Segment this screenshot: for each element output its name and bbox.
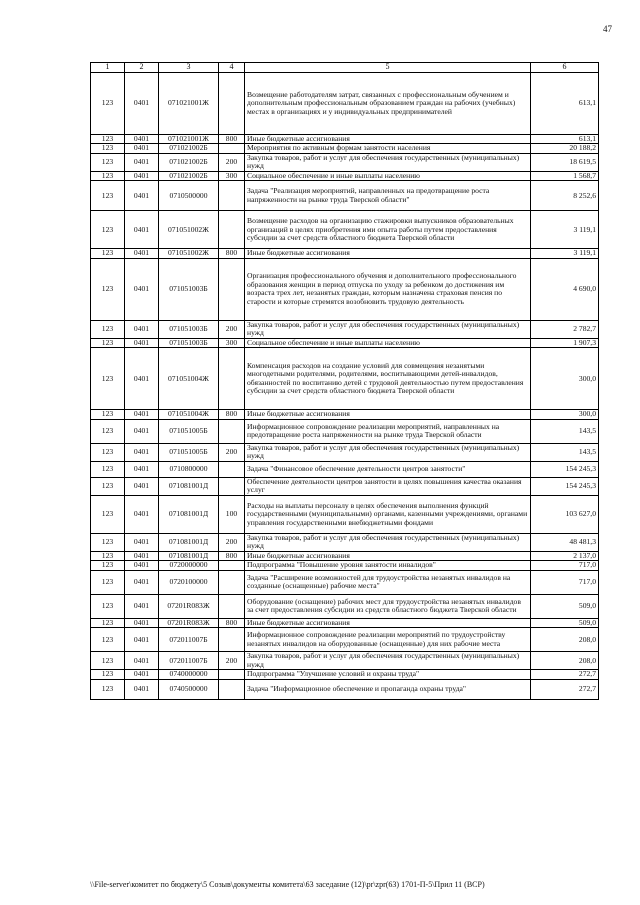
cell-expense-kind: [219, 419, 245, 443]
page-number: 47: [603, 24, 612, 34]
table-body: [91, 72, 599, 699]
table-row: [91, 153, 599, 171]
cell-section: 0401: [125, 181, 159, 211]
cell-sum: 272,7: [531, 670, 599, 680]
cell-name: Социальное обеспечение и иные выплаты населению: [245, 171, 531, 181]
cell-name: Информационное сопровождение реализации мероприятий, направленных на предотвращение роста напряженности на рынке труда Тверской области: [245, 419, 531, 443]
cell-article: 0710500000: [159, 181, 219, 211]
cell-article: 071051003Б: [159, 258, 219, 320]
table-row: [91, 410, 599, 420]
table-row: [91, 670, 599, 680]
cell-sum: 300,0: [531, 410, 599, 420]
table-row: [91, 495, 599, 533]
table-row: [91, 443, 599, 461]
cell-article: 071051005Б: [159, 419, 219, 443]
cell-name: Задача "Расширение возможностей для трудоустройства незанятых инвалидов на созданные (оснащенные) рабочие места": [245, 570, 531, 594]
cell-name: Иные бюджетные ассигнования: [245, 249, 531, 259]
cell-article: 071051003Б: [159, 338, 219, 348]
cell-section: 0401: [125, 628, 159, 652]
cell-sum: 20 188,2: [531, 144, 599, 154]
cell-code: 123: [91, 181, 125, 211]
footer-file-path: \\File-server\комитет по бюджету\5 Созыв\документы комитета\63 заседание (12)\pr\zpr(63) 1701-П-5\Прил 11 (ВСР): [90, 880, 485, 889]
table-row: [91, 594, 599, 618]
cell-sum: 8 252,6: [531, 181, 599, 211]
cell-article: 071081001Д: [159, 533, 219, 551]
cell-section: 0401: [125, 419, 159, 443]
cell-expense-kind: [219, 679, 245, 699]
table-row: [91, 628, 599, 652]
cell-code: 123: [91, 153, 125, 171]
cell-name: Обеспечение деятельности центров занятости в целях повышения качества оказания услуг: [245, 477, 531, 495]
cell-expense-kind: 800: [219, 410, 245, 420]
cell-article: 072011007Б: [159, 652, 219, 670]
cell-expense-kind: [219, 211, 245, 249]
cell-expense-kind: [219, 72, 245, 134]
cell-section: 0401: [125, 570, 159, 594]
cell-name: Оборудование (оснащение) рабочих мест для трудоустройства незанятых инвалидов за счет предоставления субсидии из средств областного бюджета Тверской области: [245, 594, 531, 618]
table-row: [91, 348, 599, 410]
cell-sum: 103 627,0: [531, 495, 599, 533]
cell-sum: 272,7: [531, 679, 599, 699]
cell-code: 123: [91, 258, 125, 320]
cell-name: Иные бюджетные ассигнования: [245, 618, 531, 628]
cell-code: 123: [91, 594, 125, 618]
cell-code: 123: [91, 249, 125, 259]
cell-sum: 300,0: [531, 348, 599, 410]
cell-code: 123: [91, 495, 125, 533]
cell-section: 0401: [125, 533, 159, 551]
cell-sum: 143,5: [531, 443, 599, 461]
table-row: [91, 419, 599, 443]
cell-section: 0401: [125, 410, 159, 420]
cell-name: Иные бюджетные ассигнования: [245, 410, 531, 420]
cell-section: 0401: [125, 338, 159, 348]
header-col-1: 1: [91, 63, 125, 73]
cell-expense-kind: [219, 477, 245, 495]
cell-section: 0401: [125, 495, 159, 533]
table-row: [91, 249, 599, 259]
cell-sum: 154 245,3: [531, 461, 599, 477]
cell-article: 0720100000: [159, 570, 219, 594]
cell-expense-kind: [219, 258, 245, 320]
cell-expense-kind: 800: [219, 551, 245, 561]
cell-code: 123: [91, 679, 125, 699]
cell-name: Закупка товаров, работ и услуг для обеспечения государственных (муниципальных) нужд: [245, 443, 531, 461]
cell-article: 071021001Ж: [159, 134, 219, 144]
budget-table: [90, 62, 599, 700]
cell-sum: 208,0: [531, 652, 599, 670]
cell-article: 0740000000: [159, 670, 219, 680]
cell-section: 0401: [125, 171, 159, 181]
table-row: [91, 561, 599, 571]
cell-section: 0401: [125, 652, 159, 670]
cell-expense-kind: 300: [219, 171, 245, 181]
cell-expense-kind: [219, 628, 245, 652]
cell-code: 123: [91, 171, 125, 181]
cell-sum: 143,5: [531, 419, 599, 443]
cell-code: 123: [91, 134, 125, 144]
cell-name: Задача "Информационное обеспечение и пропаганда охраны труда": [245, 679, 531, 699]
cell-code: 123: [91, 348, 125, 410]
cell-name: Информационное сопровождение реализации мероприятий по трудоустройству незанятых инвалидов на оборудованные (оснащенные) для них рабочие места: [245, 628, 531, 652]
table-row: [91, 679, 599, 699]
cell-name: Подпрограмма "Повышение уровня занятости инвалидов": [245, 561, 531, 571]
cell-section: 0401: [125, 72, 159, 134]
cell-name: Социальное обеспечение и иные выплаты населению: [245, 338, 531, 348]
cell-code: 123: [91, 443, 125, 461]
cell-expense-kind: [219, 570, 245, 594]
cell-sum: 2 782,7: [531, 320, 599, 338]
cell-expense-kind: [219, 144, 245, 154]
cell-name: Компенсация расходов на создание условий для совмещения незанятыми многодетными родителями, родителями, воспитывающими детей-инвалидов, обязанностей по воспитанию детей с трудовой деятельностью путем предоставления субсидии за счет средств областного бюджета Тверской области: [245, 348, 531, 410]
cell-article: 071051003Б: [159, 320, 219, 338]
cell-article: 071081001Д: [159, 495, 219, 533]
table-row: [91, 618, 599, 628]
cell-article: 0740500000: [159, 679, 219, 699]
cell-expense-kind: 100: [219, 495, 245, 533]
cell-section: 0401: [125, 144, 159, 154]
cell-section: 0401: [125, 618, 159, 628]
cell-section: 0401: [125, 153, 159, 171]
cell-expense-kind: [219, 348, 245, 410]
table-row: [91, 570, 599, 594]
cell-name: Возмещение расходов на организацию стажировки выпускников образовательных организаций в целях приобретения ими опыта работы путем предоставления субсидии за счет средств областного бюджета Тверской области: [245, 211, 531, 249]
cell-code: 123: [91, 628, 125, 652]
cell-article: 071021002Б: [159, 171, 219, 181]
table-header-row: [91, 63, 599, 73]
cell-section: 0401: [125, 320, 159, 338]
header-col-2: 2: [125, 63, 159, 73]
cell-article: 07201R083Ж: [159, 618, 219, 628]
cell-name: Закупка товаров, работ и услуг для обеспечения государственных (муниципальных) нужд: [245, 153, 531, 171]
cell-article: 07201R083Ж: [159, 594, 219, 618]
table-row: [91, 652, 599, 670]
cell-code: 123: [91, 561, 125, 571]
cell-section: 0401: [125, 594, 159, 618]
table-row: [91, 320, 599, 338]
cell-sum: 509,0: [531, 618, 599, 628]
cell-code: 123: [91, 551, 125, 561]
cell-expense-kind: 200: [219, 153, 245, 171]
cell-sum: 3 119,1: [531, 249, 599, 259]
cell-sum: 3 119,1: [531, 211, 599, 249]
cell-article: 0720000000: [159, 561, 219, 571]
table-row: [91, 181, 599, 211]
cell-expense-kind: [219, 561, 245, 571]
cell-name: Расходы на выплаты персоналу в целях обеспечения выполнения функций государственными (муниципальными) органами, казенными учреждениями, органами управления государственными внебюджетными фондами: [245, 495, 531, 533]
cell-article: 0710800000: [159, 461, 219, 477]
table-row: [91, 258, 599, 320]
cell-article: 071021001Ж: [159, 72, 219, 134]
cell-sum: 154 245,3: [531, 477, 599, 495]
cell-code: 123: [91, 570, 125, 594]
cell-article: 072011007Б: [159, 628, 219, 652]
cell-article: 071021002Б: [159, 144, 219, 154]
header-col-3: 3: [159, 63, 219, 73]
cell-name: Подпрограмма "Улучшение условий и охраны труда": [245, 670, 531, 680]
cell-article: 071021002Б: [159, 153, 219, 171]
cell-section: 0401: [125, 443, 159, 461]
cell-section: 0401: [125, 679, 159, 699]
cell-name: Задача "Финансовое обеспечение деятельности центров занятости": [245, 461, 531, 477]
cell-section: 0401: [125, 670, 159, 680]
cell-article: 071051005Б: [159, 443, 219, 461]
cell-code: 123: [91, 72, 125, 134]
cell-code: 123: [91, 670, 125, 680]
cell-expense-kind: 300: [219, 338, 245, 348]
cell-expense-kind: 200: [219, 320, 245, 338]
table-row: [91, 171, 599, 181]
cell-sum: 4 690,0: [531, 258, 599, 320]
cell-section: 0401: [125, 551, 159, 561]
cell-section: 0401: [125, 348, 159, 410]
cell-article: 071081001Д: [159, 477, 219, 495]
header-col-5: 5: [245, 63, 531, 73]
cell-section: 0401: [125, 258, 159, 320]
cell-section: 0401: [125, 561, 159, 571]
cell-article: 071051002Ж: [159, 249, 219, 259]
cell-section: 0401: [125, 461, 159, 477]
table-row: [91, 533, 599, 551]
cell-code: 123: [91, 410, 125, 420]
cell-expense-kind: 800: [219, 249, 245, 259]
cell-code: 123: [91, 144, 125, 154]
cell-sum: 509,0: [531, 594, 599, 618]
cell-code: 123: [91, 419, 125, 443]
cell-code: 123: [91, 533, 125, 551]
table-row: [91, 477, 599, 495]
cell-expense-kind: 200: [219, 652, 245, 670]
cell-name: Закупка товаров, работ и услуг для обеспечения государственных (муниципальных) нужд: [245, 320, 531, 338]
cell-name: Иные бюджетные ассигнования: [245, 551, 531, 561]
cell-name: Мероприятия по активным формам занятости населения: [245, 144, 531, 154]
cell-section: 0401: [125, 249, 159, 259]
cell-sum: 717,0: [531, 570, 599, 594]
cell-code: 123: [91, 338, 125, 348]
cell-expense-kind: [219, 670, 245, 680]
cell-sum: 2 137,0: [531, 551, 599, 561]
cell-sum: 48 481,3: [531, 533, 599, 551]
cell-expense-kind: 800: [219, 618, 245, 628]
cell-section: 0401: [125, 477, 159, 495]
cell-article: 071051002Ж: [159, 211, 219, 249]
cell-name: Закупка товаров, работ и услуг для обеспечения государственных (муниципальных) нужд: [245, 652, 531, 670]
cell-sum: 208,0: [531, 628, 599, 652]
cell-section: 0401: [125, 211, 159, 249]
cell-code: 123: [91, 211, 125, 249]
cell-code: 123: [91, 618, 125, 628]
cell-expense-kind: [219, 594, 245, 618]
table-row: [91, 211, 599, 249]
cell-sum: 1 568,7: [531, 171, 599, 181]
header-col-4: 4: [219, 63, 245, 73]
cell-expense-kind: [219, 181, 245, 211]
cell-name: Закупка товаров, работ и услуг для обеспечения государственных (муниципальных) нужд: [245, 533, 531, 551]
table-row: [91, 338, 599, 348]
cell-sum: 717,0: [531, 561, 599, 571]
header-col-6: 6: [531, 63, 599, 73]
cell-code: 123: [91, 477, 125, 495]
cell-code: 123: [91, 461, 125, 477]
cell-sum: 1 907,3: [531, 338, 599, 348]
cell-name: Организация профессионального обучения и дополнительного профессионального образования женщин в период отпуска по уходу за ребенком до достижения им возраста трех лет, незанятых граждан, которым назначена страховая пенсия по старости и которые стремятся возобновить трудовую деятельность: [245, 258, 531, 320]
cell-expense-kind: 200: [219, 443, 245, 461]
table-row: [91, 461, 599, 477]
cell-expense-kind: 800: [219, 134, 245, 144]
cell-article: 071051004Ж: [159, 348, 219, 410]
cell-article: 071051004Ж: [159, 410, 219, 420]
cell-name: Иные бюджетные ассигнования: [245, 134, 531, 144]
cell-name: Возмещение работодателям затрат, связанных с профессиональным обучением и дополнительным профессиональным образованием граждан на рабочих (учебных) местах в организациях и у индивидуальных предпринимателей: [245, 72, 531, 134]
cell-name: Задача "Реализация мероприятий, направленных на предотвращение роста напряженности на рынке труда Тверской области": [245, 181, 531, 211]
cell-expense-kind: 200: [219, 533, 245, 551]
cell-sum: 18 619,5: [531, 153, 599, 171]
cell-sum: 613,1: [531, 134, 599, 144]
cell-code: 123: [91, 652, 125, 670]
cell-expense-kind: [219, 461, 245, 477]
table-row: [91, 72, 599, 134]
cell-sum: 613,1: [531, 72, 599, 134]
cell-section: 0401: [125, 134, 159, 144]
cell-article: 071081001Д: [159, 551, 219, 561]
cell-code: 123: [91, 320, 125, 338]
